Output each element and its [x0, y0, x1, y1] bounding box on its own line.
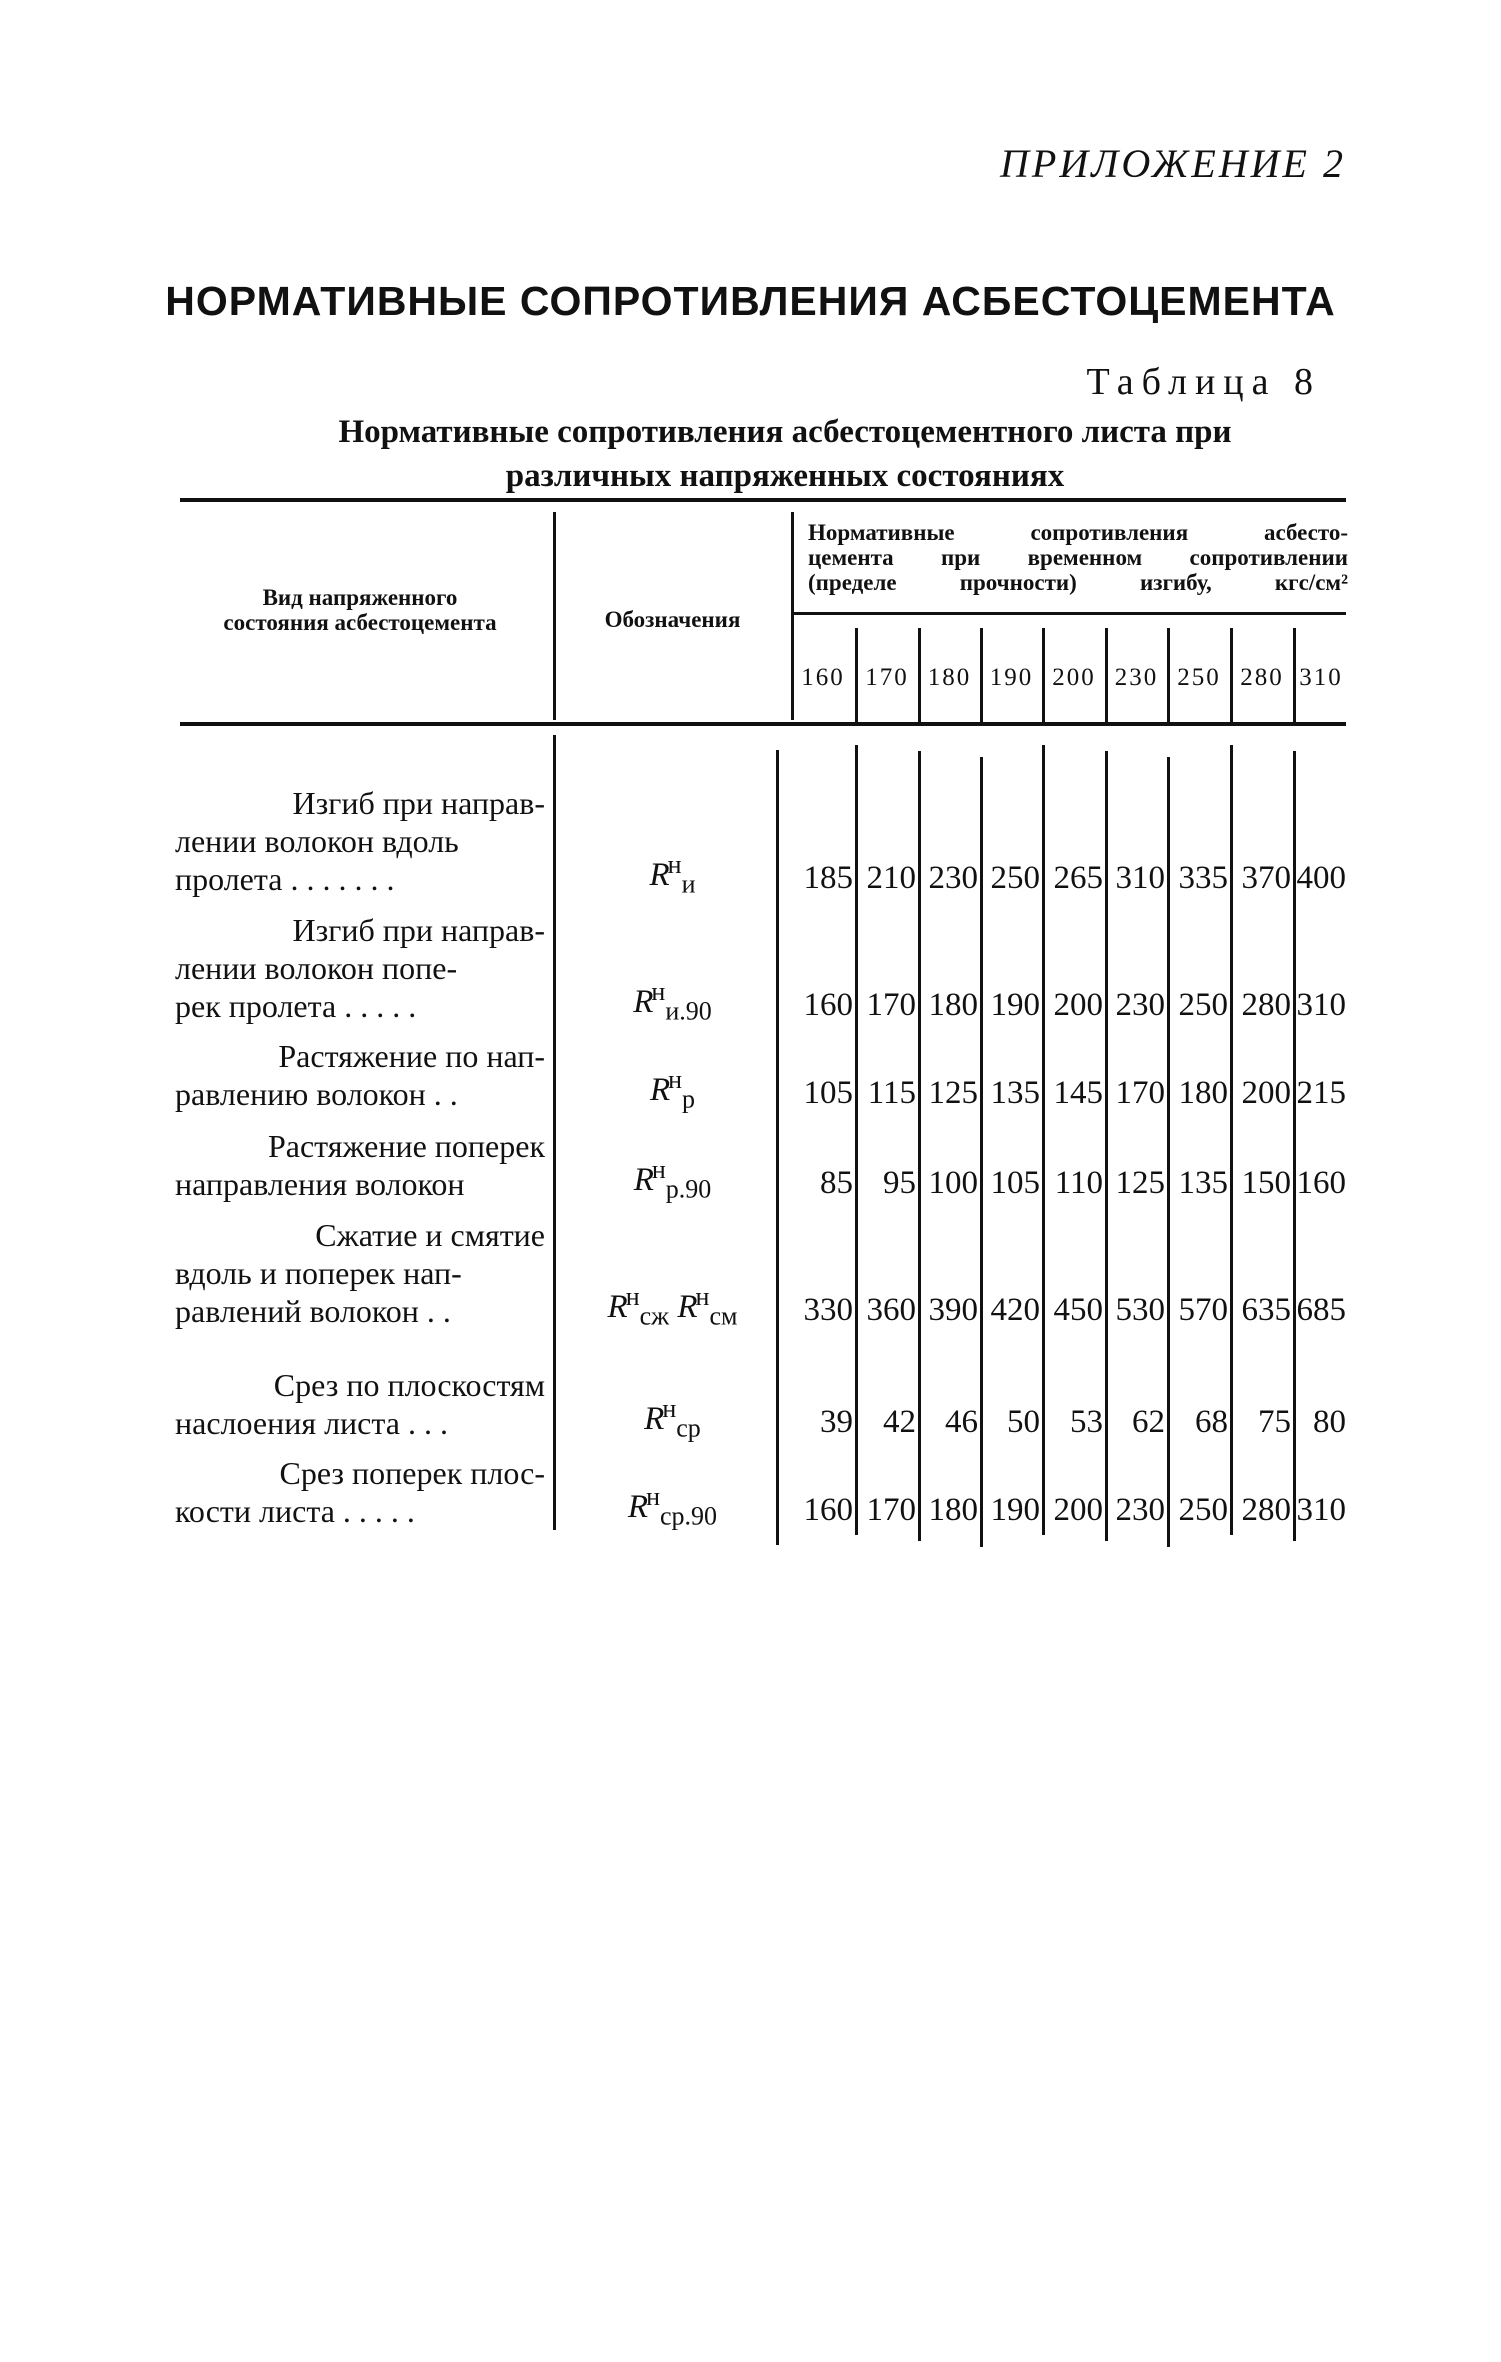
designation-subscript: и.90 [665, 996, 712, 1026]
header-designation: Обозначения [604, 607, 741, 632]
row-designation [560, 977, 785, 1027]
row-label [175, 1454, 545, 1530]
row-label-line: Изгиб при направ- [292, 912, 545, 948]
designation-subscript: р.90 [665, 1174, 712, 1204]
table-cell: 53 [1070, 1404, 1103, 1440]
designation-symbol: R [627, 1489, 649, 1525]
header-group-line: цемента при временном сопротивлении [808, 545, 1348, 570]
column-header: 310 [1299, 664, 1343, 691]
designation-subscript: см [709, 1301, 738, 1331]
table-cell: 100 [928, 1165, 978, 1201]
table-cell: 250 [1178, 987, 1228, 1023]
row-label [175, 1127, 545, 1203]
row-designation [560, 1065, 785, 1115]
table-cell: 250 [1178, 1492, 1228, 1528]
table-cell: 170 [866, 987, 916, 1023]
table-cell: 685 [1296, 1292, 1346, 1328]
row-designation [560, 1394, 785, 1444]
column-header: 180 [927, 664, 972, 691]
designation-symbol: R [649, 1072, 671, 1108]
row-label-line: наслоения листа . . . [175, 1405, 448, 1441]
table-cell: 310 [1296, 1492, 1346, 1528]
table-cell: 230 [1115, 1492, 1165, 1528]
table-cell: 335 [1178, 860, 1228, 896]
row-label [175, 1366, 545, 1442]
designation-subscript: ср [676, 1413, 701, 1443]
table-top-rule [180, 498, 1346, 502]
designation-superscript: н [667, 850, 682, 879]
row-label-line: Сжатие и смятие [315, 1217, 545, 1253]
table-cell: 280 [1241, 1492, 1291, 1528]
row-designation [560, 1282, 785, 1332]
header-group [808, 520, 1348, 595]
table-cell: 360 [866, 1292, 916, 1328]
table-cell: 310 [1296, 987, 1346, 1023]
header-kind [175, 585, 545, 635]
page-title: НОРМАТИВНЫЕ СОПРОТИВЛЕНИЯ АСБЕСТОЦЕМЕНТА [165, 278, 1336, 324]
table-cell: 115 [867, 1075, 916, 1111]
row-label-line: равлению волокон . . [175, 1076, 458, 1112]
table-cell: 230 [1115, 987, 1165, 1023]
header-kind-line: состояния асбестоцемента [223, 610, 497, 635]
row-label-line: Растяжение поперек [267, 1128, 545, 1164]
row-designation [560, 1155, 785, 1205]
designation-superscript: н [625, 1282, 640, 1311]
table-number: Таблица 8 [1086, 361, 1321, 403]
table-cell: 215 [1296, 1075, 1346, 1111]
row-label-line: лении волокон попе- [175, 950, 458, 986]
table-cell: 125 [1115, 1165, 1165, 1201]
table-cell: 200 [1053, 987, 1103, 1023]
table-cell: 145 [1053, 1075, 1103, 1111]
row-label-line: кости листа . . . . . [175, 1493, 415, 1529]
table-cell: 330 [803, 1292, 853, 1328]
table-cell: 400 [1296, 860, 1346, 896]
table-cell: 160 [803, 987, 853, 1023]
header-group-rule [792, 612, 1346, 615]
row-label [175, 784, 545, 898]
designation-symbol: R [649, 857, 670, 893]
designation-superscript: н [695, 1282, 710, 1311]
table-cell: 200 [1053, 1492, 1103, 1528]
header-bottom-rule [180, 722, 1346, 726]
table-caption-line: различных напряженных состояниях [505, 458, 1065, 494]
row-label [175, 1216, 545, 1330]
table-cell: 180 [1178, 1075, 1228, 1111]
table-cell: 42 [883, 1404, 916, 1440]
table-cell: 180 [928, 987, 978, 1023]
table-cell: 95 [883, 1165, 916, 1201]
table-cell: 39 [820, 1404, 853, 1440]
designation-subscript: и [681, 869, 696, 899]
table-cell: 210 [866, 860, 916, 896]
row-designation [560, 1482, 785, 1532]
column-header: 160 [801, 664, 845, 691]
appendix-label: ПРИЛОЖЕНИЕ 2 [1000, 141, 1346, 186]
table-cell: 62 [1132, 1404, 1165, 1440]
table-cell: 420 [990, 1292, 1040, 1328]
row-label-line: вдоль и поперек нап- [175, 1255, 462, 1291]
header-divider [553, 512, 556, 720]
table-cell: 150 [1241, 1165, 1291, 1201]
table-cell: 180 [928, 1492, 978, 1528]
row-label-line: пролета . . . . . . . [175, 861, 395, 897]
table-caption-line: Нормативные сопротивления асбестоцементного листа при [338, 414, 1232, 450]
row-label-line: Срез по плоскостям [273, 1367, 545, 1403]
table-cell: 185 [803, 860, 853, 896]
designation-superscript: н [662, 1394, 677, 1423]
designation-symbol: R [633, 1162, 654, 1198]
column-header: 250 [1177, 664, 1221, 691]
designation-symbol: R [677, 1289, 698, 1325]
column-header: 170 [865, 664, 909, 691]
table-cell: 105 [990, 1165, 1040, 1201]
column-header: 200 [1052, 664, 1096, 691]
table-cell: 85 [820, 1165, 853, 1201]
designation-symbol: R [607, 1289, 628, 1325]
table-cell: 310 [1115, 860, 1165, 896]
designation-symbol: R [633, 984, 654, 1020]
designation-superscript: н [668, 1065, 683, 1094]
table-cell: 50 [1007, 1404, 1040, 1440]
header-group-line: Нормативные сопротивления асбесто- [808, 520, 1348, 545]
table-cell: 135 [990, 1075, 1040, 1111]
designation-superscript: н [651, 977, 666, 1006]
table-cell: 265 [1053, 860, 1103, 896]
table-cell: 190 [990, 987, 1040, 1023]
row-label-line: Срез поперек плос- [279, 1455, 545, 1491]
table-cell: 46 [945, 1404, 978, 1440]
table-caption [250, 410, 1320, 498]
designation-superscript: н [646, 1482, 661, 1511]
designation-subscript: р [682, 1084, 696, 1114]
row-label [175, 1037, 545, 1113]
table-cell: 105 [803, 1075, 853, 1111]
table-cell: 530 [1115, 1292, 1165, 1328]
row-label [175, 911, 545, 1025]
designation-symbol: R [644, 1401, 665, 1437]
table-cell: 170 [1115, 1075, 1165, 1111]
row-label-line: Изгиб при направ- [292, 785, 545, 821]
column-header: 280 [1240, 664, 1284, 691]
designation-subscript: ср.90 [660, 1501, 718, 1531]
table-cell: 75 [1258, 1404, 1291, 1440]
row-label-line: Растяжение по нап- [278, 1038, 545, 1074]
body-divider [553, 735, 556, 1530]
designation-superscript: н [651, 1155, 666, 1184]
row-label-line: лении волокон вдоль [175, 823, 459, 859]
table-cell: 370 [1241, 860, 1291, 896]
table-cell: 170 [866, 1492, 916, 1528]
header-group-line: (пределе прочности) изгибу, кгс/см² [808, 570, 1348, 595]
designation-subscript: сж [639, 1301, 670, 1331]
table-cell: 135 [1178, 1165, 1228, 1201]
table-cell: 390 [928, 1292, 978, 1328]
column-header: 190 [989, 664, 1034, 691]
table-cell: 190 [990, 1492, 1040, 1528]
table-cell: 80 [1313, 1404, 1346, 1440]
row-label-line: направления волокон [175, 1166, 465, 1202]
table-cell: 570 [1178, 1292, 1228, 1328]
header-kind-line: Вид напряженного [262, 585, 458, 610]
table-cell: 200 [1241, 1075, 1291, 1111]
row-designation [560, 850, 785, 900]
table-cell: 160 [803, 1492, 853, 1528]
table-cell: 160 [1296, 1165, 1346, 1201]
table-cell: 450 [1053, 1292, 1103, 1328]
table-cell: 68 [1195, 1404, 1228, 1440]
table-cell: 125 [928, 1075, 978, 1111]
table-cell: 280 [1241, 987, 1291, 1023]
column-header: 230 [1114, 664, 1159, 691]
table-cell: 635 [1241, 1292, 1291, 1328]
table-cell: 250 [990, 860, 1040, 896]
table-cell: 110 [1054, 1165, 1103, 1201]
row-label-line: рек пролета . . . . . [175, 988, 417, 1024]
row-label-line: равлений волокон . . [175, 1293, 451, 1329]
table-cell: 230 [928, 860, 978, 896]
